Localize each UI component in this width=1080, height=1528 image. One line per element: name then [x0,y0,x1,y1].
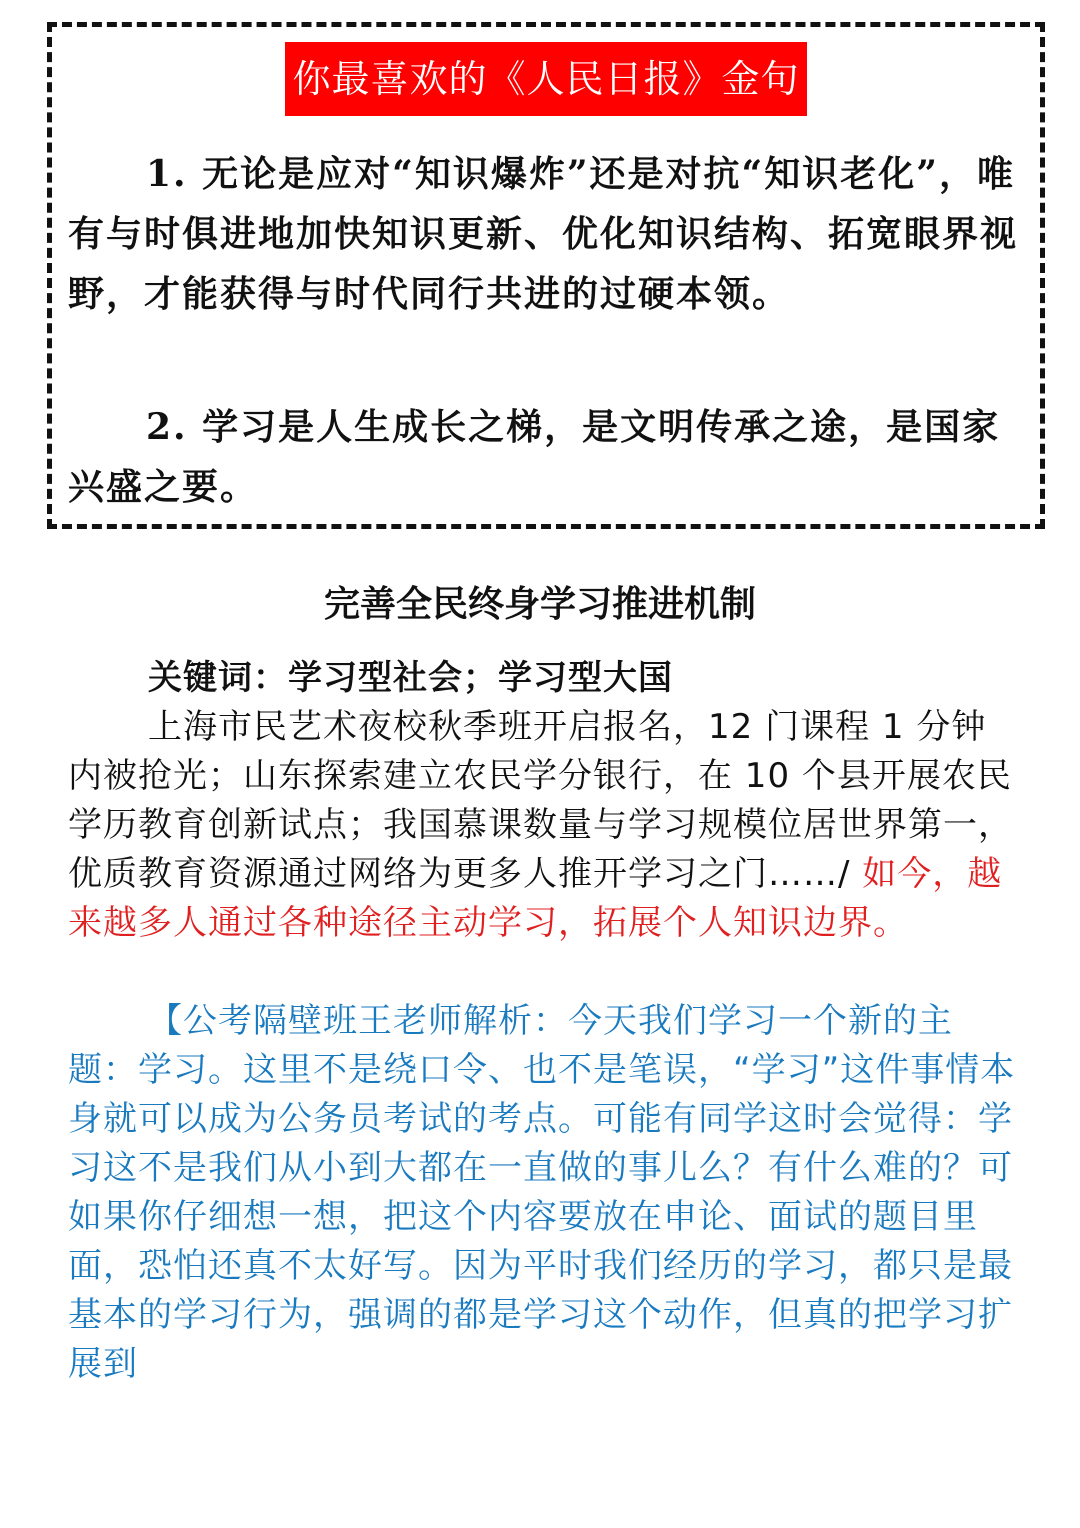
article-heading: 完善全民终身学习推进机制 [323,583,756,625]
news-text: 上海市民艺术夜校秋季班开启报名，12 门课程 1 分钟内被抢光；山东探索建立农民学分银行，在 10 个县开展农民学历教育创新试点；我国慕课数量与学习规模位居世界第一，优质教育资源通过网络为更多人推开学习之门……/ [68,707,1013,894]
news-highlight-text: 如今，越来越多人通过各种途径主动学习，拓展个人知识边界。 [68,854,1003,943]
quote-item-2: 2. 学习是人生成长之梯，是文明传承之途，是国家兴盛之要。 [68,406,1001,508]
keywords-line: 关键词：学习型社会；学习型大国 [148,658,673,698]
quote-item-1: 1. 无论是应对“知识爆炸”还是对抗“知识老化”，唯有与时俱进地加快知识更新、优化知识结构、拓宽眼界视野，才能获得与时代同行共进的过硬本领。 [68,153,1019,315]
news-paragraph [68,703,1018,948]
quote-box-title: 你最喜欢的《人民日报》金句 [285,42,807,116]
teacher-analysis-paragraph: 【公考隔壁班王老师解析：今天我们学习一个新的主题：学习。这里不是绕口令、也不是笔误，“学习”这件事情本身就可以成为公务员考试的考点。可能有同学这时会觉得：学习这不是我们从小到大都在一直做的事儿么？有什么难的？可如果你仔细想一想，把这个内容要放在申论、面试的题目里面，恐怕还真不太好写。因为平时我们经历的学习，都只是最基本的学习行为，强调的都是学习这个动作，但真的把学习扩展到 [68,1001,1016,1384]
